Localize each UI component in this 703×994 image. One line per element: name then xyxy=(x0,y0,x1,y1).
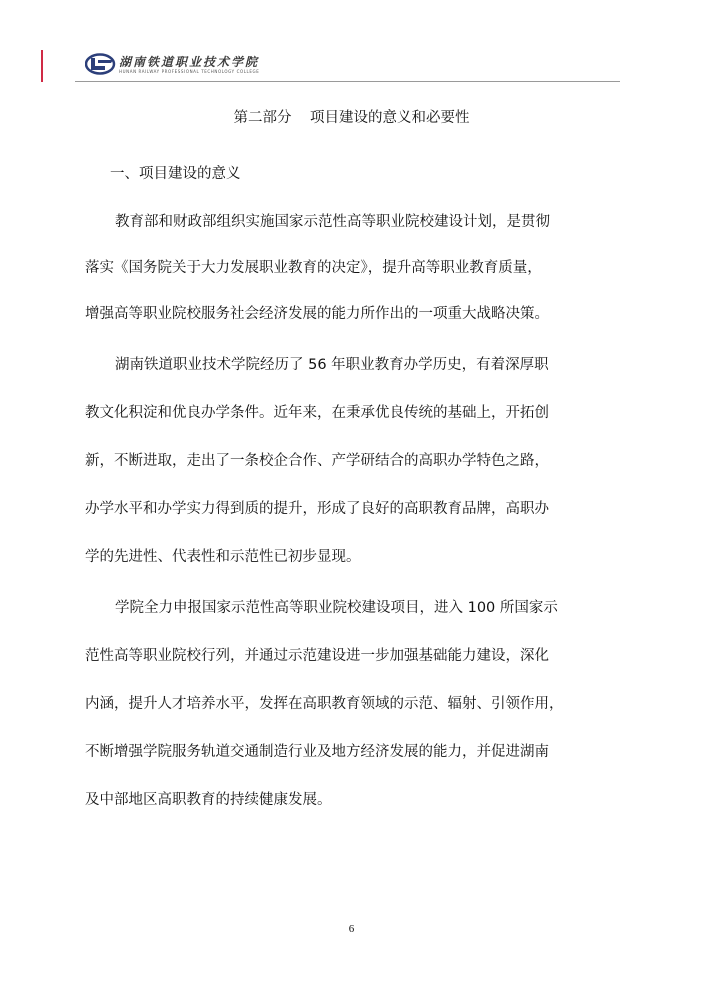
section-title: 第二部分 项目建设的意义和必要性 xyxy=(233,110,470,126)
paragraph-2-line-2: 教文化积淀和优良办学条件。近年来，在秉承优良传统的基础上，开拓创 xyxy=(85,405,549,421)
margin-mark xyxy=(41,50,43,82)
school-name-en: HUNAN RAILWAY PROFESSIONAL TECHNOLOGY COLLEGE xyxy=(119,69,260,74)
paragraph-1-line-1: 教育部和财政部组织实施国家示范性高等职业院校建设计划，是贯彻 xyxy=(115,214,550,230)
page-number: 6 xyxy=(348,923,355,935)
header-rule xyxy=(75,81,620,82)
paragraph-2-line-1: 湖南铁道职业技术学院经历了 56 年职业教育办学历史，有着深厚职 xyxy=(115,357,549,373)
paragraph-2-line-3: 新，不断进取，走出了一条校企合作、产学研结合的高职办学特色之路， xyxy=(85,453,549,469)
paragraph-3-line-1: 学院全力申报国家示范性高等职业院校建设项目，进入 100 所国家示 xyxy=(115,600,558,616)
page-header xyxy=(85,50,620,82)
subsection-heading: 一、项目建设的意义 xyxy=(110,166,241,182)
paragraph-3-line-5: 及中部地区高职教育的持续健康发展。 xyxy=(85,792,332,808)
paragraph-3-line-2: 范性高等职业院校行列，并通过示范建设进一步加强基础能力建设，深化 xyxy=(85,648,549,664)
paragraph-1-line-2: 落实《国务院关于大力发展职业教育的决定》，提升高等职业教育质量， xyxy=(85,260,542,276)
paragraph-2-line-4: 办学水平和办学实力得到质的提升，形成了良好的高职教育品牌，高职办 xyxy=(85,501,549,517)
school-name-cn: 湖南铁道职业技术学院 xyxy=(119,55,260,69)
paragraph-2-line-5: 学的先进性、代表性和示范性已初步显现。 xyxy=(85,549,361,565)
paragraph-3-line-3: 内涵，提升人才培养水平，发挥在高职教育领域的示范、辐射、引领作用， xyxy=(85,696,564,712)
paragraph-3-line-4: 不断增强学院服务轨道交通制造行业及地方经济发展的能力，并促进湖南 xyxy=(85,744,549,760)
paragraph-1-line-3: 增强高等职业院校服务社会经济发展的能力所作出的一项重大战略决策。 xyxy=(85,306,549,322)
